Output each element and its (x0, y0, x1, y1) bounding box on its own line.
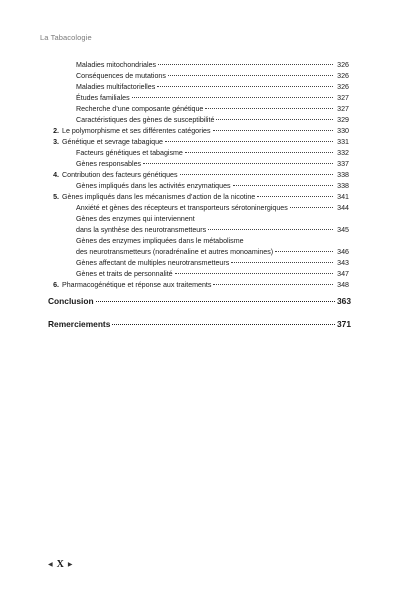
toc-entry[interactable] (62, 226, 349, 235)
dot-leader (143, 162, 333, 164)
toc-entry-title: Gènes des enzymes qui interviennent (76, 215, 195, 223)
dot-leader (180, 173, 333, 175)
toc-entry-page: 337 (337, 160, 349, 168)
dot-leader (157, 85, 333, 87)
toc-entry-number: 6. (53, 281, 59, 289)
dot-leader (165, 140, 333, 142)
dot-leader (213, 283, 333, 285)
toc-entry-page: 371 (337, 319, 351, 329)
toc-entry-conclusion[interactable] (48, 297, 351, 306)
toc-entry-continued[interactable] (62, 215, 349, 224)
toc-entry-title: Gènes impliqués dans les activités enzymatiques (76, 182, 231, 190)
running-head: La Tabacologie (40, 33, 92, 42)
toc-entry-title: Maladies mitochondriales (76, 61, 157, 69)
dot-leader (205, 107, 333, 109)
toc-entry-page: 326 (337, 72, 349, 80)
toc-entry-page: 327 (337, 94, 349, 102)
toc-entry-page: 326 (337, 61, 349, 69)
toc-entry[interactable] (62, 72, 349, 81)
toc-entry-page: 363 (337, 296, 351, 306)
dot-leader (208, 228, 333, 230)
toc-entry[interactable] (62, 248, 349, 257)
folio (48, 559, 72, 570)
toc-entry-section[interactable] (48, 127, 349, 136)
toc-entry-page: 338 (337, 171, 349, 179)
toc-entry-title: Contribution des facteurs génétiques (62, 171, 178, 179)
dot-leader (216, 118, 333, 120)
dot-leader (158, 63, 333, 65)
toc-entry-number: 2. (53, 127, 59, 135)
dot-leader (275, 250, 333, 252)
toc-entry-page: 345 (337, 226, 349, 234)
toc-entry-title: Gènes affectant de multiples neurotransmetteurs (76, 259, 230, 267)
toc-entry[interactable] (62, 270, 349, 279)
toc-entry[interactable] (62, 204, 349, 213)
toc-entry[interactable] (62, 182, 349, 191)
toc-entry[interactable] (62, 83, 349, 92)
toc-entry-title: Études familiales (76, 94, 130, 102)
toc-entry-title: Recherche d’une composante génétique (76, 105, 204, 113)
toc-entry-page: 329 (337, 116, 349, 124)
dot-leader (257, 195, 333, 197)
triangle-right-icon: ▶ (67, 562, 73, 568)
toc-entry-page: 346 (337, 248, 349, 256)
toc-entry-number: 3. (53, 138, 59, 146)
toc-entry-title: Génétique et sevrage tabagique (62, 138, 163, 146)
toc-entry-title: Gènes des enzymes impliquées dans le métabolisme (76, 237, 244, 245)
dot-leader (96, 300, 335, 302)
toc-entry-page: 344 (337, 204, 349, 212)
dot-leader (231, 261, 333, 263)
toc-entry[interactable] (62, 116, 349, 125)
toc-entry-title: Conséquences de mutations (76, 72, 166, 80)
toc-entry-remerciements[interactable] (48, 320, 351, 329)
toc-entry-title: Facteurs génétiques et tabagisme (76, 149, 183, 157)
toc-entry-title: Gènes et traits de personnalité (76, 270, 173, 278)
toc-entry-title: Maladies multifactorielles (76, 83, 156, 91)
toc-entry-title: dans la synthèse des neurotransmetteurs (76, 226, 207, 234)
toc-entry-page: 327 (337, 105, 349, 113)
toc-entry-page: 332 (337, 149, 349, 157)
toc-entry[interactable] (62, 259, 349, 268)
toc-entry-title: Conclusion (48, 296, 94, 306)
toc-entry[interactable] (62, 160, 349, 169)
dot-leader (168, 74, 333, 76)
toc-entry[interactable] (62, 149, 349, 158)
toc-entry-number: 5. (53, 193, 59, 201)
dot-leader (185, 151, 333, 153)
toc-entry-title: Caractéristiques des gènes de susceptibilité (76, 116, 215, 124)
toc-entry-title: Anxiété et gènes des récepteurs et transporteurs sérotoninergiques (76, 204, 288, 212)
dot-leader (233, 184, 333, 186)
toc-entry-page: 341 (337, 193, 349, 201)
toc-entry[interactable] (62, 94, 349, 103)
dot-leader (175, 272, 333, 274)
dot-leader (112, 323, 335, 325)
toc-entry-title: Le polymorphisme et ses différentes catégories (62, 127, 211, 135)
toc-entry[interactable] (62, 61, 349, 70)
page-number: X (56, 559, 64, 570)
dot-leader (132, 96, 333, 98)
dot-leader (213, 129, 333, 131)
toc-entry-page: 330 (337, 127, 349, 135)
toc-entry-page: 348 (337, 281, 349, 289)
toc-entry-continued[interactable] (62, 237, 349, 246)
toc-entry-section[interactable] (48, 138, 349, 147)
toc-entry-section[interactable] (48, 281, 349, 290)
toc-entry-section[interactable] (48, 171, 349, 180)
dot-leader (290, 206, 333, 208)
toc-entry-page: 343 (337, 259, 349, 267)
toc-entry-page: 326 (337, 83, 349, 91)
toc-entry-page: 338 (337, 182, 349, 190)
toc-entry-title: Gènes responsables (76, 160, 142, 168)
toc-entry-title: Pharmacogénétique et réponse aux traitements (62, 281, 212, 289)
toc-entry-section[interactable] (48, 193, 349, 202)
triangle-left-icon: ◀ (48, 562, 53, 568)
toc-entry-page: 331 (337, 138, 349, 146)
toc-entry-title: des neurotransmetteurs (noradrénaline et autres monoamines) (76, 248, 274, 256)
toc-entry[interactable] (62, 105, 349, 114)
toc-entry-page: 347 (337, 270, 349, 278)
toc-entry-title: Gènes impliqués dans les mécanismes d’action de la nicotine (62, 193, 256, 201)
toc-entry-number: 4. (53, 171, 59, 179)
toc-entry-title: Remerciements (48, 319, 111, 329)
